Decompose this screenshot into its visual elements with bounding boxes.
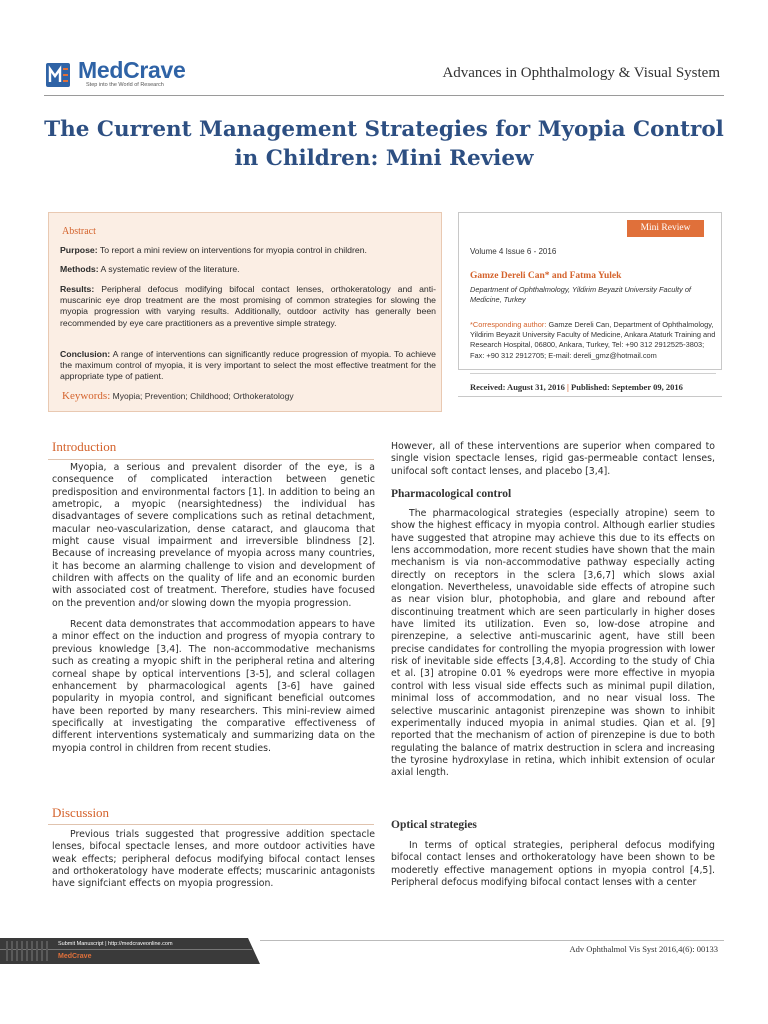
paragraph: Myopia, a serious and prevalent disorder of the eye, is a consequence of complicated interaction between genetic predisposition and environmental factors [1]. In addition to being an ametropic, a myopic (nearsightedness) the individual has disadvantages of severe complications such as retinal detachment, macular neo-vascularization, dense cataract, and glaucoma that might cause visual impairment and irreversible blindness [2]. Because of increasing prevelance of myopia across many countries, it has become an alarming challenge to vision and development of children with affects on the quality of life and an economic burden with associated cost of treatment. Therefore, studies have focused on the prevention and/or slowing down the myopia progression. [52, 462, 375, 609]
date-separator: | [564, 382, 572, 392]
article-dates [470, 382, 683, 392]
header-divider [44, 95, 724, 96]
article-type-badge: Mini Review [627, 220, 704, 237]
abstract-heading: Abstract [62, 226, 96, 237]
citation: Adv Ophthalmol Vis Syst 2016,4(6): 00133 [569, 944, 718, 954]
submit-manuscript-link[interactable]: Submit Manuscript | http://medcraveonline.com [58, 941, 173, 947]
paragraph: Previous trials suggested that progressive addition spectacle lenses, bifocal spectacle lenses, and more outdoor activities have weak effects; peripheral defocus modifying bifocal contact lenses and orthokeratology have moderate effects; muscarinic antagonists have signifciant effects on myopia progression. [52, 829, 375, 890]
purpose-label: Purpose: [60, 245, 98, 255]
purpose-text: To report a mini review on interventions for myopia control in children. [97, 245, 367, 255]
conclusion-text: A range of interventions can significantly reduce progression of myopia. To achieve the maximum control of myopia, it is very important to select the most effective treatment for the appropriate type of patient. [60, 349, 436, 382]
footer-logo: MedCrave [58, 953, 92, 960]
journal-name: Advances in Ophthalmology & Visual System [442, 65, 720, 81]
volume-issue: Volume 4 Issue 6 - 2016 [470, 247, 557, 256]
abstract-purpose [60, 245, 436, 256]
medcrave-logo-icon [44, 60, 74, 90]
corresponding-author [470, 320, 720, 361]
results-text: Peripheral defocus modifying bifocal contact lenses, orthokeratology and anti-muscarinic eye drop treatment are the most promising of common strategies for slowing the myopia progression with varying results. Additionally, outdoor activity has generally been recommended by eye care practitioners as a preventive simple strategy. [60, 284, 436, 328]
email-link[interactable]: dereli_gmz@hotmail.com [571, 350, 657, 360]
subsection-heading-pharmacological: Pharmacological control [391, 488, 512, 500]
section-divider [48, 824, 374, 825]
methods-text: A systematic review of the literature. [98, 264, 240, 274]
received-date: Received: August 31, 2016 [470, 382, 565, 392]
published-date: Published: September 09, 2016 [571, 382, 683, 392]
subsection-heading-optical: Optical strategies [391, 819, 477, 831]
pharmacological-text [391, 508, 715, 780]
conclusion-label: Conclusion: [60, 349, 111, 359]
abstract-conclusion [60, 349, 436, 383]
methods-label: Methods: [60, 264, 99, 274]
keywords-label: Keywords: [62, 390, 111, 402]
discussion-text [52, 829, 375, 891]
section-heading-discussion: Discussion [52, 805, 110, 820]
authors: Gamze Dereli Can* and Fatma Yulek [470, 271, 622, 281]
article-title [40, 115, 728, 173]
logo-name: MedCrave [78, 57, 186, 83]
info-divider [470, 373, 716, 374]
keywords [62, 390, 294, 402]
paragraph: In terms of optical strategies, peripheral defocus modifying bifocal contact lenses and orthokeratology have been shown to be moderetly effective management options in myopia control [4,5]. Peripheral defocus modifying bifocal contact lenses with a center [391, 840, 715, 889]
paragraph: Recent data demonstrates that accommodation appears to have a minor effect on the induction and progress of myopia contrary to previous knowledge [3,4]. The non-accommodative mechanisms such as creating a myopic shift in the peripheral retina and altering corneal shape by optical interventions [3-5], and scleral collagen enhancement by pharmacological agents [3-6] have gained popularity in myopia control, and significant beneficial outcomes have been reported by many researchers. This mini-review aimed specifically at investigating the comparative effectiveness of different interventions systematicaly and summarizing data on the myopia control in children from recent studies. [52, 619, 375, 754]
section-heading-introduction: Introduction [52, 439, 117, 454]
abstract-methods [60, 264, 436, 275]
paragraph: The pharmacological strategies (especially atropine) seem to show the highest efficacy in myopia control. Although earlier studies have suggested that atropine may achieve this due to its effects on lens accommodation, more recent studies have shown that the main mechanism is via non-accommodative pathway especially acting directly on receptors in the sclera [3,6,7] which slows axial elongation. Nevertheless, unavoidable side effects of atropine such as near vision blur, photophobia, and glare and rebound after discontinuing treatment which are seen particularly in higher doses have limited its utilization. Even so, low-dose atropine and pirenzepine, a selective anti-muscarinic agent, have still been precise candidates for controlling the myopia progression with lower risk of inevitable side effects [3,4,8]. According to the study of Chia et al. [3] atropine 0.01 % eyedrops were more effective in myopia control with less visual side effects such as minimal pupil dilation, minimal loss of accommodation, and no near visual loss. The selective muscarinic antagonist pirenzepine was shown to inhibit experimentally induced myopia in animal studies. Qian et al. [9] reported that the mechanism of action of pirenzepine is due to both regulating the balance of matrix destruction in sclera and increasing the tyrosine hydroxylase in retina, which inhibit extension of ocular axial length. [391, 508, 715, 779]
section-divider [48, 459, 374, 460]
right-column-text [391, 441, 715, 478]
corresponding-text: Gamze Dereli Can, Department of Ophthalmology, Yildirim Beyazit University Faculty of Medicine, Ankara Ataturk Training and Research Hospital, 06800, Ankara, Turkey, Tel: +90 312 2912525-3803; Fax: +90 312 2912705; E-mail: [470, 320, 716, 360]
title-line-2: in Children: Mini Review [234, 146, 534, 171]
affiliation: Department of Ophthalmology, Yildirim Beyazit University Faculty of Medicine, Turkey [470, 285, 691, 305]
keywords-text: Myopia; Prevention; Childhood; Orthokeratology [110, 391, 294, 401]
title-line-1: The Current Management Strategies for Myopia Control [44, 117, 724, 142]
optical-text [391, 840, 715, 889]
logo-tagline: Step into the World of Research [86, 82, 164, 88]
abstract-results [60, 284, 436, 329]
paragraph: However, all of these interventions are superior when compared to single vision spectacle lenses, rigid gas-permeable contact lenses, unifocal soft contact lenses, and placebo [3,4]. [391, 441, 715, 477]
results-label: Results: [60, 284, 95, 294]
introduction-text [52, 462, 375, 755]
corresponding-label: *Corresponding author: [470, 320, 547, 329]
footer-divider [260, 940, 724, 941]
dates-divider [458, 396, 722, 397]
